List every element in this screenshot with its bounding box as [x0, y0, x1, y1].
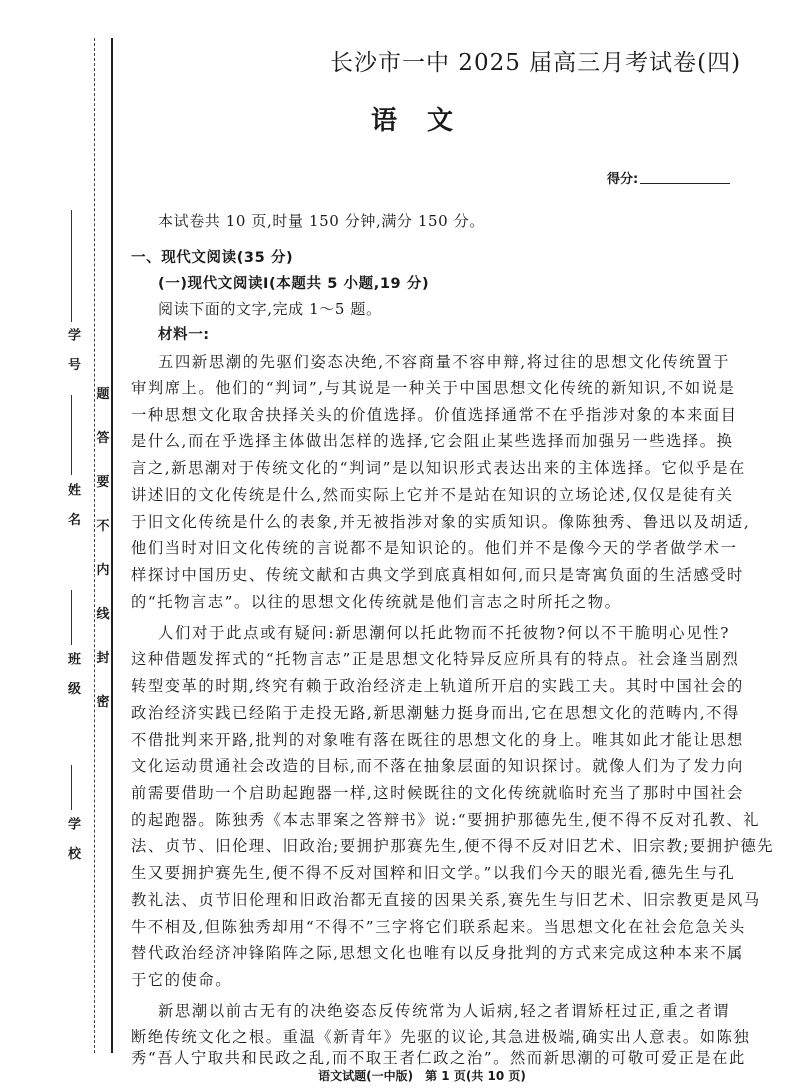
text-line: 断绝传统文化之根。重温《新青年》先驱的议论,其急进极端,确实出人意表。如陈独 — [131, 1028, 751, 1046]
text-line: 讲述旧的文化传统是什么,然而实际上它并不是站在知识的立场论述,仅仅是徒有关 — [131, 486, 734, 504]
school-field[interactable] — [62, 765, 82, 875]
exam-title: 长沙市一中 2025 届高三月考试卷(四) — [330, 50, 742, 76]
binding-margin — [0, 0, 125, 1089]
seal-char: 题 — [96, 387, 110, 402]
score-label: 得分: — [607, 172, 639, 187]
text-line: 转型变革的时期,终究有赖于政治经济走上轨道所开启的实践工夫。其时中国社会的 — [131, 677, 744, 695]
seal-char: 不 — [96, 519, 110, 534]
reading-instruction: 阅读下面的文字,完成 1～5 题。 — [158, 300, 382, 318]
text-line: 样探讨中国历史、传统文献和古典文学到底真相如何,而只是寄寓负面的生活感受时 — [131, 566, 744, 584]
name-field[interactable] — [62, 395, 82, 555]
seal-char: 答 — [96, 431, 110, 446]
subsection-heading: (一)现代文阅读Ⅰ(本题共 5 小题,19 分) — [158, 276, 430, 292]
score-blank[interactable] — [640, 183, 730, 184]
page-footer: 语文试题(一中版) 第 1 页(共 10 页) — [318, 1069, 526, 1083]
text-line: 的“托物言志”。以往的思想文化传统就是他们言志之时所托之物。 — [131, 593, 622, 611]
text-line: 教礼法、贞节旧伦理和旧政治都无直接的因果关系,赛先生与旧艺术、旧宗教更是风马 — [131, 891, 761, 909]
text-line: 法、贞节、旧伦理、旧政治;要拥护那赛先生,便不得不反对旧艺术、旧宗教;要拥护德先 — [131, 837, 775, 855]
text-line: 秀“吾人宁取共和民政之乱,而不取王者仁政之治”。然而新思潮的可敬可爱正是在此 — [131, 1049, 746, 1067]
subject-title: 语文 — [370, 106, 483, 136]
seal-dashed-line — [94, 38, 95, 1053]
text-line: 生又要拥护赛先生,便不得不反对国粹和旧文学。”以我们今天的眼光看,德先生与孔 — [131, 864, 736, 882]
text-line: 政治经济实践已经陷于走投无路,新思潮魅力挺身而出,它在思想文化的范畴内,不得 — [131, 704, 740, 722]
class-label: 班 级 — [65, 652, 80, 701]
text-line: 文化运动贯通社会改造的目标,而不落在抽象层面的知识探讨。就像人们为了发力向 — [131, 757, 744, 775]
seal-char: 内 — [96, 563, 110, 578]
text-line: 的起跑器。陈独秀《本志罪案之答辩书》说:“要拥护那德先生,便不得不反对孔教、礼 — [131, 811, 760, 829]
text-line: 于旧文化传统是什么的表象,并无被指涉对象的实质知识。像陈独秀、鲁迅以及胡适, — [131, 513, 751, 531]
seal-char: 线 — [96, 607, 110, 622]
text-line: 他们当时对旧文化传统的言说都不是知识论的。他们并不是像今天的学者做学术一 — [131, 539, 738, 557]
class-field[interactable] — [62, 590, 82, 760]
text-line: 牛不相及,但陈独秀却用“不得不”三字将它们联系起来。当思想文化在社会危急关头 — [131, 918, 746, 936]
material-label: 材料一: — [158, 327, 210, 343]
seal-char: 密 — [96, 695, 110, 710]
text-line: 前需要借助一个启助起跑器一样,这时候既往的文化传统就临时充当了那时中国社会 — [131, 784, 744, 802]
text-line: 这种借题发挥式的“托物言志”正是思想文化特异反应所具有的特点。社会逢当剧烈 — [131, 650, 740, 668]
text-line: 新思潮以前古无有的决绝姿态反传统常为人诟病,轻之者谓矫枉过正,重之者谓 — [158, 1002, 730, 1020]
text-line: 审判席上。他们的“判词”,与其说是一种关于中国思想文化传统的新知识,不如说是 — [131, 379, 736, 397]
seal-char: 封 — [96, 651, 110, 666]
name-label: 姓 名 — [65, 483, 80, 532]
text-line: 人们对于此点或有疑问:新思潮何以托此物而不托彼物?何以不干脆明心见性? — [158, 624, 730, 642]
school-label: 学 校 — [65, 817, 80, 866]
seal-char: 要 — [96, 475, 110, 490]
text-line: 不借批判来开路,批判的对象唯有落在既往的思想文化的身上。唯其如此才能让思想 — [131, 731, 744, 749]
text-line: 于它的使命。 — [131, 971, 233, 989]
text-line: 言之,新思潮对于传统文化的“判词”是以知识形式表达出来的主体选择。它似乎是在 — [131, 459, 746, 477]
student-id-field[interactable] — [62, 210, 82, 390]
exam-intro: 本试卷共 10 页,时量 150 分钟,满分 150 分。 — [158, 212, 485, 230]
text-line: 五四新思潮的先驱们姿态决绝,不容商量不容申辩,将过往的思想文化传统置于 — [158, 353, 730, 371]
text-line: 是什么,而在乎选择主体做出怎样的选择,它会阻止某些选择而加强另一些选择。换 — [131, 432, 734, 450]
student-id-label: 学 号 — [65, 328, 80, 377]
section-heading: 一、现代文阅读(35 分) — [131, 250, 294, 266]
text-line: 一种思想文化取舍抉择关头的价值选择。价值选择通常不在乎指涉对象的本来面目 — [131, 406, 738, 424]
text-line: 替代政治经济冲锋陷阵之际,思想文化也唯有以反身批判的方式来完成这种本来不属 — [131, 944, 744, 962]
margin-solid-line — [111, 38, 113, 1053]
